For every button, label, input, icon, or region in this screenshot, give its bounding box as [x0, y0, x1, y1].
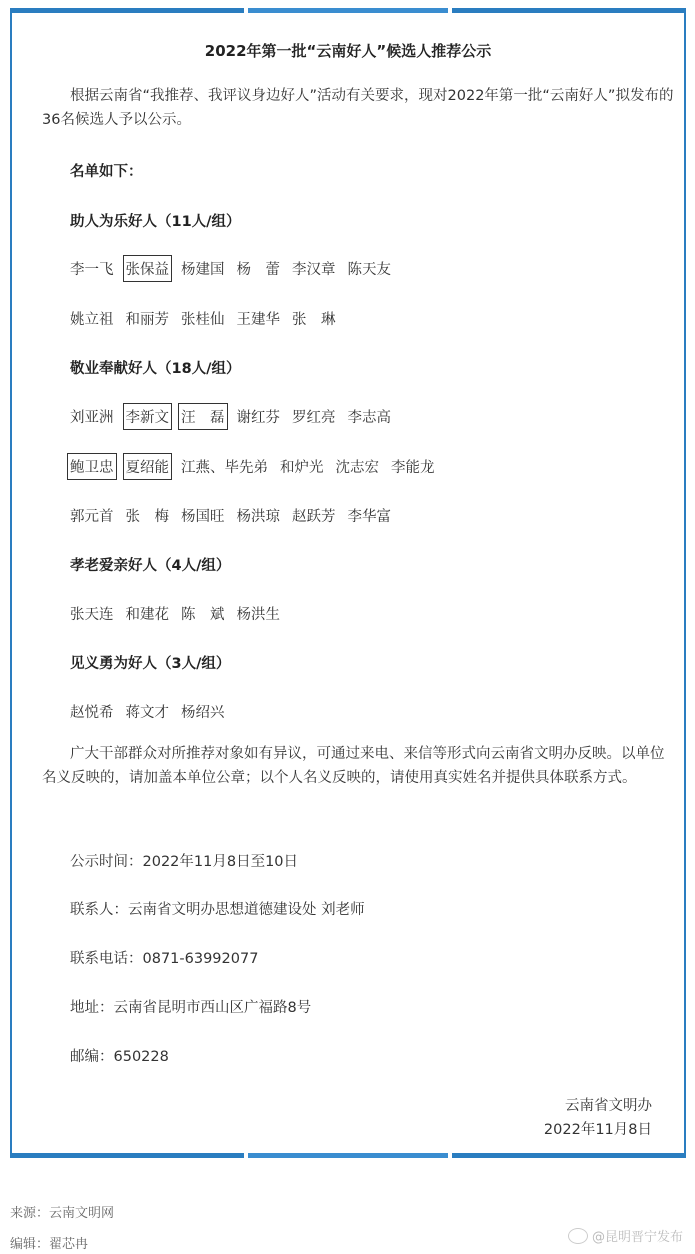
candidate-name: 郭元首 — [70, 509, 114, 525]
intro-paragraph: 根据云南省“我推荐、我评议身边好人”活动有关要求，现对2022年第一批“云南好人”拟发布的36名候选人予以公示。 — [42, 88, 674, 128]
list-heading: 名单如下： — [70, 164, 143, 180]
name-row — [70, 701, 225, 722]
name-row — [70, 603, 280, 624]
bottom-border-left — [12, 1153, 244, 1158]
candidate-name: 和丽芳 — [125, 312, 169, 328]
source-line: 来源：云南文明网 — [10, 1206, 115, 1221]
candidate-name: 李一飞 — [70, 262, 114, 278]
candidate-name: 陈天友 — [347, 262, 391, 278]
candidate-name: 李华富 — [347, 509, 391, 525]
postcode: 邮编：650228 — [70, 1049, 169, 1065]
candidate-name: 杨国旺 — [181, 509, 225, 525]
candidate-name: 王建华 — [236, 312, 280, 328]
candidate-name: 杨洪琼 — [236, 509, 280, 525]
candidate-name: 李汉章 — [292, 262, 336, 278]
page-title: 2022年第一批“云南好人”候选人推荐公示 — [204, 42, 492, 60]
candidate-name: 张桂仙 — [181, 312, 225, 328]
candidate-name: 和炉光 — [280, 460, 324, 476]
category-heading: 见义勇为好人（3人/组） — [70, 656, 231, 672]
signature-org: 云南省文明办 — [565, 1098, 652, 1114]
contact-person: 联系人：云南省文明办思想道德建设处 刘老师 — [70, 902, 365, 918]
name-row — [70, 505, 391, 526]
weibo-icon — [568, 1228, 588, 1244]
candidate-name: 杨洪生 — [236, 607, 280, 623]
candidate-name-boxed: 张保益 — [126, 258, 170, 279]
contact-phone: 联系电话：0871-63992077 — [70, 951, 259, 967]
candidate-name-boxed: 李新文 — [126, 406, 170, 427]
candidate-name: 刘亚洲 — [70, 410, 114, 426]
candidate-name: 杨建国 — [181, 262, 225, 278]
candidate-name: 陈 斌 — [181, 607, 225, 623]
candidate-name-boxed: 夏绍能 — [126, 456, 170, 477]
top-border-left — [12, 8, 244, 13]
publicity-period: 公示时间：2022年11月8日至10日 — [70, 854, 299, 870]
bottom-border-middle — [248, 1153, 448, 1158]
name-row — [70, 456, 435, 477]
weibo-watermark — [568, 1226, 683, 1245]
candidate-name: 赵悦希 — [70, 705, 114, 721]
candidate-name: 张 琳 — [292, 312, 336, 328]
candidate-name: 谢红芬 — [236, 410, 280, 426]
top-border-right — [452, 8, 684, 13]
document-frame — [10, 8, 686, 1158]
name-row — [70, 258, 391, 279]
candidate-name: 蒋文才 — [125, 705, 169, 721]
watermark-text: @昆明晋宁发布 — [591, 1230, 683, 1245]
candidate-name: 张 梅 — [125, 509, 169, 525]
candidate-name: 杨绍兴 — [181, 705, 225, 721]
candidate-name: 李能龙 — [391, 460, 435, 476]
candidate-name-boxed: 鲍卫忠 — [70, 456, 114, 477]
candidate-name: 姚立祖 — [70, 312, 114, 328]
candidate-name: 江燕、毕先弟 — [181, 460, 268, 476]
candidate-name: 罗红亮 — [292, 410, 336, 426]
bottom-border-right — [452, 1153, 684, 1158]
name-row — [70, 406, 391, 427]
name-row — [70, 308, 336, 329]
candidate-name: 张天连 — [70, 607, 114, 623]
address: 地址：云南省昆明市西山区广福路8号 — [70, 1000, 312, 1016]
candidate-name: 李志高 — [347, 410, 391, 426]
top-border-middle — [248, 8, 448, 13]
candidate-name: 杨 蕾 — [236, 262, 280, 278]
candidate-name: 沈志宏 — [335, 460, 379, 476]
candidate-name-boxed: 汪 磊 — [181, 406, 225, 427]
signature-date: 2022年11月8日 — [543, 1122, 652, 1138]
category-heading: 助人为乐好人（11人/组） — [70, 214, 241, 230]
category-heading: 敬业奉献好人（18人/组） — [70, 361, 241, 377]
notice-paragraph: 广大干部群众对所推荐对象如有异议，可通过来电、来信等形式向云南省文明办反映。以单位名义反映的，请加盖本单位公章；以个人名义反映的，请使用真实姓名并提供具体联系方式。 — [42, 746, 665, 786]
editor-line: 编辑：翟芯冉 — [10, 1237, 89, 1252]
candidate-name: 和建花 — [125, 607, 169, 623]
candidate-name: 赵跃芳 — [292, 509, 336, 525]
category-heading: 孝老爱亲好人（4人/组） — [70, 558, 231, 574]
